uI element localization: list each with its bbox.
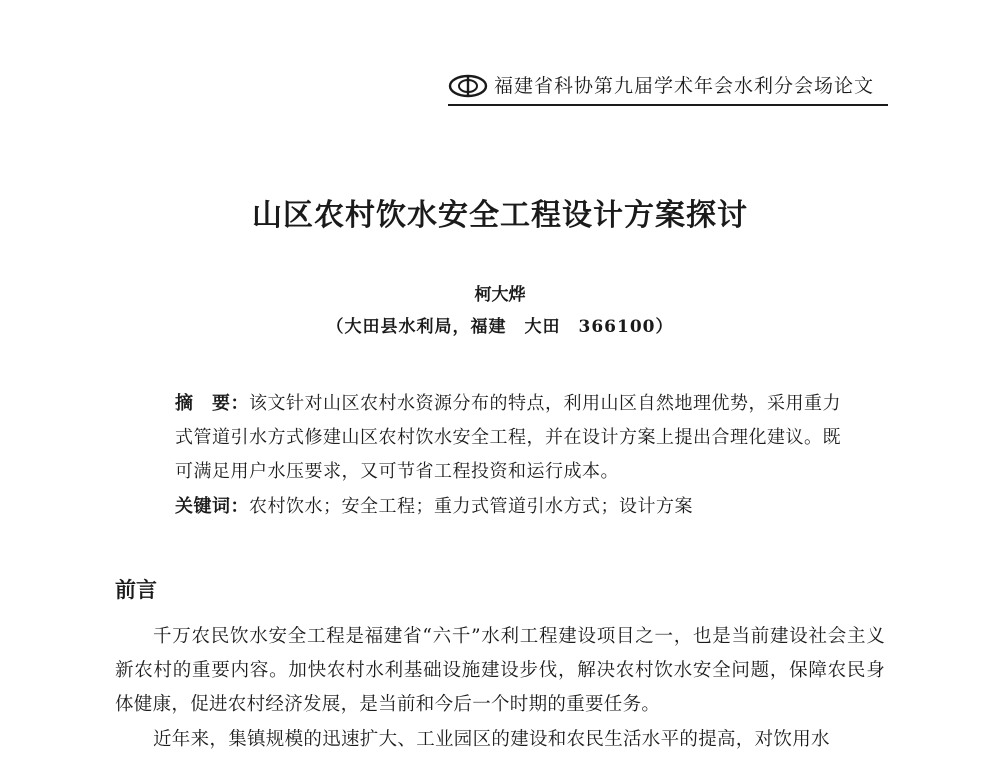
body-paragraph: 千万农民饮水安全工程是福建省“六千”水利工程建设项目之一，也是当前建设社会主义新农村的重要内容。加快农村水利基础设施建设步伐，解决农村饮水安全问题，保障农民身体健康，促进农村经济发展，是当前和今后一个时期的重要任务。: [115, 626, 885, 715]
conference-logo-icon: [448, 74, 488, 98]
keywords-text: 农村饮水；安全工程；重力式管道引水方式；设计方案: [249, 496, 693, 517]
keywords: [175, 490, 855, 524]
paper-title: 山区农村饮水安全工程设计方案探讨: [252, 198, 748, 233]
running-header: [448, 70, 888, 106]
author-affiliation: （大田县水利局，福建 大田 366100）: [326, 317, 674, 337]
section-heading: 前言: [115, 578, 157, 602]
body-paragraph: 近年来，集镇规模的迅速扩大、工业园区的建设和农民生活水平的提高，对饮用水: [153, 729, 830, 750]
header-text: 福建省科协第九届学术年会水利分会场论文: [494, 75, 875, 97]
keywords-label: 关键词：: [175, 496, 249, 517]
abstract-text: 该文针对山区农村水资源分布的特点，利用山区自然地理优势，采用重力式管道引水方式修建山区农村饮水安全工程，并在设计方案上提出合理化建议。既可满足用户水压要求，又可节省工程投资和运行成本。: [175, 393, 841, 482]
abstract-label: 摘 要：: [175, 393, 249, 414]
author-name: 柯大烨: [474, 285, 526, 305]
abstract: [175, 387, 855, 489]
